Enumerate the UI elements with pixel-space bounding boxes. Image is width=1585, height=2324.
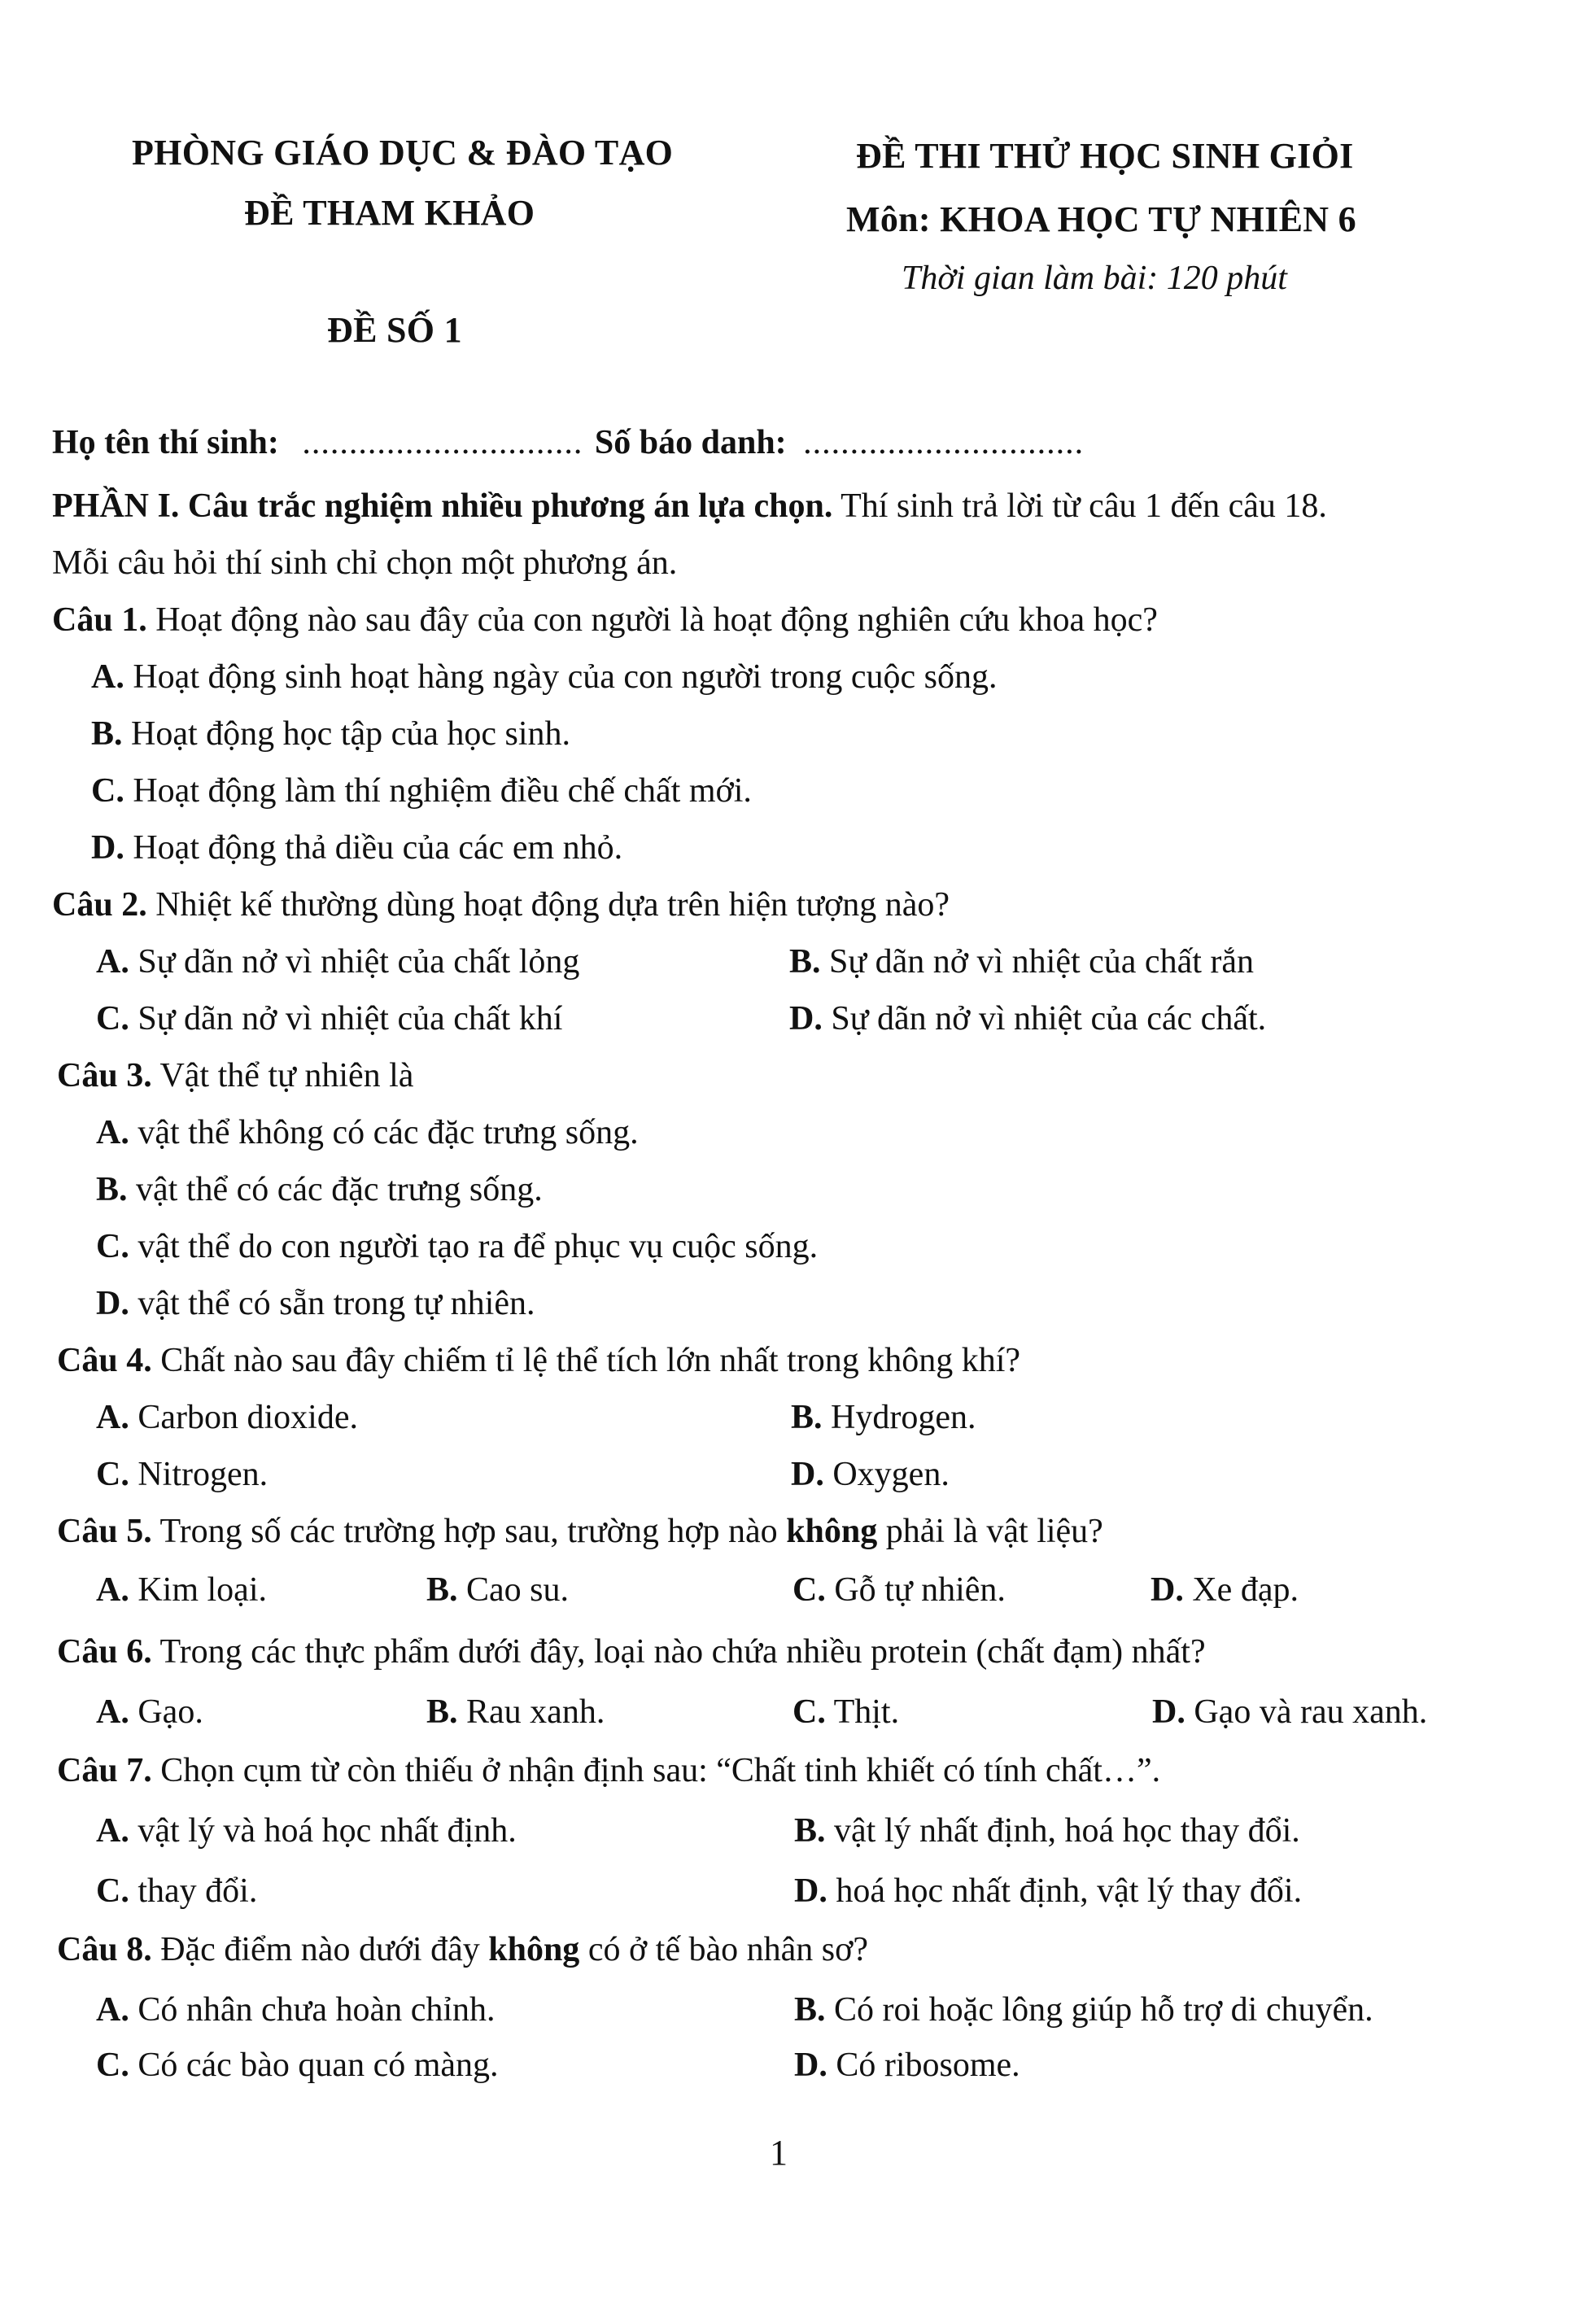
question-8: [57, 1930, 868, 1969]
question-text-before: Đặc điểm nào dưới đây: [151, 1931, 489, 1968]
candidate-id-field[interactable]: ..............................: [803, 424, 1085, 461]
question-text: Chất nào sau đây chiếm tỉ lệ thể tích lớn nhất trong không khí?: [151, 1342, 1021, 1379]
question-label: Câu 8.: [57, 1931, 152, 1968]
q1-option-c[interactable]: C. Hoạt động làm thí nghiệm điều chế chất mới.: [91, 772, 752, 810]
reference-exam-label: ĐỀ THAM KHẢO: [244, 193, 535, 233]
section-instruction-2: Mỗi câu hỏi thí sinh chỉ chọn một phương án.: [52, 544, 678, 582]
q1-option-b[interactable]: B. Hoạt động học tập của học sinh.: [91, 715, 571, 753]
candidate-info-line: [52, 423, 1084, 462]
q6-option-d[interactable]: D. Gạo và rau xanh.: [1152, 1693, 1428, 1731]
question-3: [57, 1056, 413, 1095]
q7-option-c[interactable]: C. thay đổi.: [96, 1872, 258, 1910]
q3-option-a[interactable]: A. vật thể không có các đặc trưng sống.: [96, 1114, 639, 1151]
q2-option-b[interactable]: B. Sự dãn nở vì nhiệt của chất rắn: [789, 943, 1255, 981]
q5-option-d[interactable]: D. Xe đạp.: [1151, 1571, 1299, 1609]
q8-option-b[interactable]: B. Có roi hoặc lông giúp hỗ trợ di chuyển.: [794, 1991, 1373, 2029]
question-text: Trong các thực phẩm dưới đây, loại nào chứa nhiều protein (chất đạm) nhất?: [151, 1633, 1206, 1671]
section-heading: [52, 487, 1327, 526]
question-4: [57, 1341, 1020, 1380]
q4-option-d[interactable]: D. Oxygen.: [791, 1456, 950, 1493]
q6-option-b[interactable]: B. Rau xanh.: [426, 1693, 605, 1731]
candidate-name-field[interactable]: ..............................: [302, 424, 583, 461]
time-allowed: Thời gian làm bài: 120 phút: [902, 260, 1287, 297]
q4-option-c[interactable]: C. Nitrogen.: [96, 1456, 269, 1493]
section-title: PHẦN I. Câu trắc nghiệm nhiều phương án lựa chọn.: [52, 487, 833, 525]
question-text: Nhiệt kế thường dùng hoạt động dựa trên hiện tượng nào?: [146, 886, 950, 924]
question-emphasis: không: [786, 1513, 878, 1550]
q4-option-b[interactable]: B. Hydrogen.: [791, 1399, 976, 1436]
exam-number: ĐỀ SỐ 1: [327, 310, 462, 350]
question-label: Câu 3.: [57, 1057, 152, 1094]
q1-option-a[interactable]: A. Hoạt động sinh hoạt hàng ngày của con người trong cuộc sống.: [91, 658, 998, 696]
question-label: Câu 4.: [57, 1342, 152, 1379]
q2-option-c[interactable]: C. Sự dãn nở vì nhiệt của chất khí: [96, 1000, 563, 1038]
question-label: Câu 6.: [57, 1633, 152, 1671]
q8-option-c[interactable]: C. Có các bào quan có màng.: [96, 2047, 499, 2084]
question-2: [52, 885, 950, 924]
q8-option-a[interactable]: A. Có nhân chưa hoàn chỉnh.: [96, 1991, 496, 2029]
question-text-before: Trong số các trường hợp sau, trường hợp nào: [151, 1513, 787, 1550]
q5-option-b[interactable]: B. Cao su.: [426, 1571, 570, 1609]
question-6: [57, 1632, 1206, 1671]
q2-option-a[interactable]: A. Sự dãn nở vì nhiệt của chất lỏng: [96, 943, 580, 981]
subject-line: Môn: KHOA HỌC TỰ NHIÊN 6: [846, 199, 1356, 239]
q3-option-d[interactable]: D. vật thể có sẵn trong tự nhiên.: [96, 1285, 535, 1322]
question-label: Câu 7.: [57, 1752, 152, 1789]
question-1: [52, 601, 1158, 640]
question-text-after: có ở tế bào nhân sơ?: [579, 1931, 868, 1968]
candidate-name-label: Họ tên thí sinh:: [52, 424, 279, 461]
q3-option-b[interactable]: B. vật thể có các đặc trưng sống.: [96, 1171, 543, 1208]
question-text: Hoạt động nào sau đây của con người là hoạt động nghiên cứu khoa học?: [146, 601, 1158, 639]
question-text-after: phải là vật liệu?: [877, 1513, 1103, 1550]
q2-option-d[interactable]: D. Sự dãn nở vì nhiệt của các chất.: [789, 1000, 1267, 1038]
q5-option-a[interactable]: A. Kim loại.: [96, 1571, 267, 1609]
department-title: PHÒNG GIÁO DỤC & ĐÀO TẠO: [132, 133, 674, 173]
q7-option-b[interactable]: B. vật lý nhất định, hoá học thay đổi.: [794, 1812, 1300, 1850]
question-label: Câu 2.: [52, 886, 147, 924]
q7-option-a[interactable]: A. vật lý và hoá học nhất định.: [96, 1812, 517, 1850]
q3-option-c[interactable]: C. vật thể do con người tạo ra để phục vụ cuộc sống.: [96, 1228, 819, 1265]
exam-title: ĐỀ THI THỬ HỌC SINH GIỎI: [856, 136, 1354, 176]
q6-option-c[interactable]: C. Thịt.: [792, 1693, 900, 1731]
question-text: Vật thể tự nhiên là: [151, 1057, 414, 1094]
section-instruction: Thí sinh trả lời từ câu 1 đến câu 18.: [832, 487, 1327, 525]
q4-option-a[interactable]: A. Carbon dioxide.: [96, 1399, 358, 1436]
question-text: Chọn cụm từ còn thiếu ở nhận định sau: “Chất tinh khiết có tính chất…”.: [151, 1752, 1161, 1789]
q8-option-d[interactable]: D. Có ribosome.: [794, 2047, 1020, 2084]
question-label: Câu 5.: [57, 1513, 152, 1550]
q5-option-c[interactable]: C. Gỗ tự nhiên.: [792, 1571, 1006, 1609]
q6-option-a[interactable]: A. Gạo.: [96, 1693, 203, 1731]
q1-option-d[interactable]: D. Hoạt động thả diều của các em nhỏ.: [91, 829, 623, 867]
question-7: [57, 1751, 1160, 1790]
question-5: [57, 1512, 1103, 1551]
q7-option-d[interactable]: D. hoá học nhất định, vật lý thay đổi.: [794, 1872, 1303, 1910]
question-label: Câu 1.: [52, 601, 147, 639]
page-number: 1: [770, 2133, 788, 2173]
candidate-id-label: Số báo danh:: [594, 424, 787, 461]
question-emphasis: không: [488, 1931, 580, 1968]
